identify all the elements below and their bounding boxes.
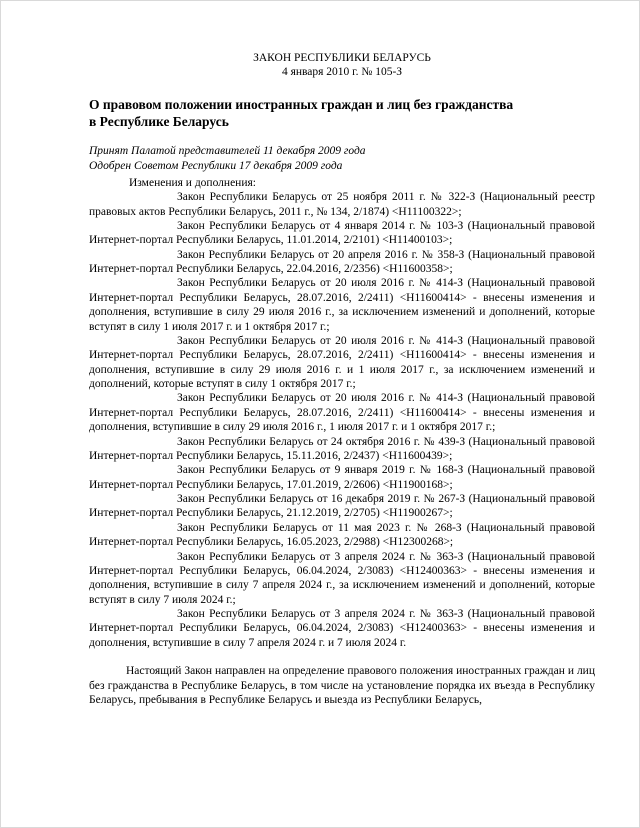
amendment-item: Закон Республики Беларусь от 25 ноября 2011 г. № 322-З (Национальный реестр правовых актов Республики Беларусь, 2011 г., № 134, 2/1874) <Н11100322>; [89,191,595,218]
amendment-item: Закон Республики Беларусь от 9 января 2019 г. № 168-З (Национальный правовой Интернет-портал Республики Беларусь, 17.01.2019, 2/2606) <Н11900168>; [89,464,595,491]
amendment-item: Закон Республики Беларусь от 4 января 2014 г. № 103-З (Национальный правовой Интернет-портал Республики Беларусь, 11.01.2014, 2/2101) <Н11400103>; [89,219,595,247]
approved-line: Одобрен Советом Республики 17 декабря 2009 года [89,159,343,172]
amendments-label: Изменения и дополнения: [129,176,256,189]
adopted-line: Принят Палатой представителей 11 декабря 2009 года [89,144,366,157]
amendment-item: Закон Республики Беларусь от 24 октября 2016 г. № 439-З (Национальный правовой Интернет-портал Республики Беларусь, 15.11.2016, 2/2437) <Н11600439>; [89,435,595,462]
doc-type-line: ЗАКОН РЕСПУБЛИКИ БЕЛАРУСЬ [253,52,431,64]
amendment-item: Закон Республики Беларусь от 20 июля 2016 г. № 414-З (Национальный правовой Интернет-портал Республики Беларусь, 28.07.2016, 2/2411) <Н11600414> - внесены изменения и дополнения, вступившие в силу 29 июля 2016 г., за исключением изменений и дополнений, которые вступят в силу 1 июля 2017 г. и 1 октября 2017 г.; [89,277,595,333]
amendment-item: Закон Республики Беларусь от 20 апреля 2016 г. № 358-З (Национальный правовой Интернет-портал Республики Беларусь, 22.04.2016, 2/2356) <Н11600358>; [89,248,595,276]
amendment-item: Закон Республики Беларусь от 20 июля 2016 г. № 414-З (Национальный правовой Интернет-портал Республики Беларусь, 28.07.2016, 2/2411) <Н11600414> - внесены изменения и дополнения, вступившие в силу 29 июля 2016 г. и 1 июля 2017 г., за исключением изменений и дополнений, которые вступят в силу 1 октября 2017 г.; [89,334,595,391]
document-header [89,51,595,79]
doc-date-number-line: 4 января 2010 г. № 105-З [281,66,403,79]
amendment-item: Закон Республики Беларусь от 3 апреля 2024 г. № 363-З (Национальный правовой Интернет-портал Республики Беларусь, 06.04.2024, 2/3083) <Н12400363> - внесены изменения и дополнения, вступившие в силу 7 апреля 2024 г. и 7 июля 2024 г. [89,608,595,649]
amendment-item: Закон Республики Беларусь от 3 апреля 2024 г. № 363-З (Национальный правовой Интернет-портал Республики Беларусь, 06.04.2024, 2/3083) <Н12400363> - внесены изменения и дополнения, вступившие в силу 7 апреля 2024 г., за исключением изменений и дополнений, которые вступят в силу 7 июля 2024 г.; [89,550,595,606]
amendment-item: Закон Республики Беларусь от 11 мая 2023 г. № 268-З (Национальный правовой Интернет-портал Республики Беларусь, 16.05.2023, 2/2988) <Н12300268>; [89,521,595,549]
document-title: О правовом положении иностранных граждан и лиц без гражданства в Республике Беларусь [89,97,514,129]
body-paragraph: Настоящий Закон направлен на определение правового положения иностранных граждан и лиц без гражданства в Республике Беларусь, в том числе на установление порядка их въезда в Республику Беларусь, пребывания в Республике Беларусь и выезда из Республики Беларусь, [89,665,595,706]
amendment-item: Закон Республики Беларусь от 16 декабря 2019 г. № 267-З (Национальный правовой Интернет-портал Республики Беларусь, 21.12.2019, 2/2705) <Н11900267>; [89,493,595,520]
amendments-section [89,176,595,650]
amendment-item: Закон Республики Беларусь от 20 июля 2016 г. № 414-З (Национальный правовой Интернет-портал Республики Беларусь, 28.07.2016, 2/2411) <Н11600414> - внесены изменения и дополнения, вступившие в силу 29 июля 2016 г., 1 июля 2017 г. и 1 октября 2017 г.; [89,392,595,434]
